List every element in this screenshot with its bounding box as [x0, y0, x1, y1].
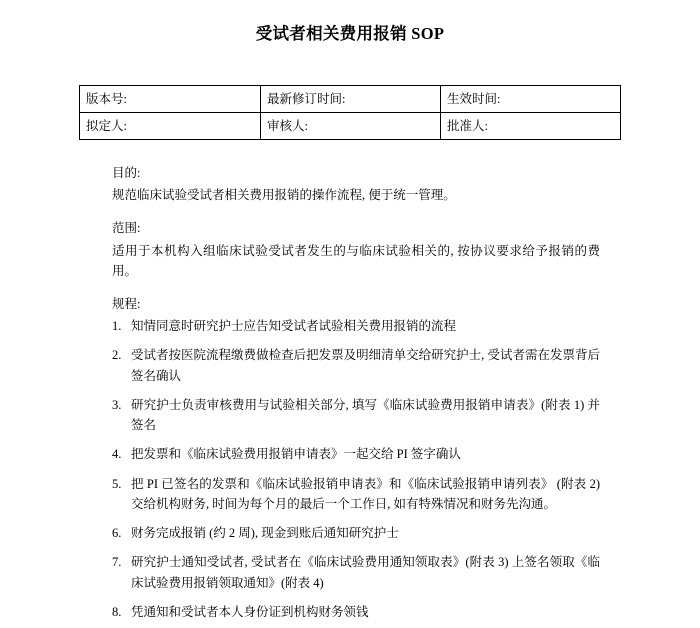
list-item-text: 把发票和《临床试验费用报销申请表》一起交给 PI 签字确认 [131, 447, 461, 462]
list-item-number: 4. [112, 447, 122, 462]
list-item-text: 研究护士通知受试者, 受试者在《临床试验费用通知领取表》(附表 3) 上签名领取《临床试验费用报销领取通知》(附表 4) [131, 555, 600, 590]
list-item [112, 444, 600, 464]
list-item-number: 6. [112, 526, 122, 541]
list-item-text: 受试者按医院流程缴费做检查后把发票及明细清单交给研究护士, 受试者需在发票背后签名确认 [131, 348, 600, 383]
list-item [112, 316, 600, 336]
list-item-number: 1. [112, 319, 122, 334]
list-item [112, 474, 600, 515]
list-item-text: 财务完成报销 (约 2 周), 现金到账后通知研究护士 [131, 526, 399, 541]
table-row [80, 86, 621, 113]
list-item-number: 8. [112, 604, 122, 619]
table-cell-version-label: 版本号: [80, 86, 261, 113]
list-item-text: 研究护士负责审核费用与试验相关部分, 填写《临床试验费用报销申请表》(附表 1) 并签名 [131, 397, 600, 433]
list-item-number: 3. [112, 397, 122, 412]
list-item-number: 5. [112, 476, 122, 491]
table-cell-approver-label: 批准人: [441, 113, 621, 140]
table-cell-effective-date-label: 生效时间: [441, 86, 621, 113]
table-cell-reviewer-label: 审核人: [261, 113, 441, 140]
document-body [0, 164, 700, 622]
section-paragraph-scope: 适用于本机构入组临床试验受试者发生的与临床试验相关的, 按协议要求给予报销的费用。 [112, 243, 600, 278]
list-item [112, 602, 600, 622]
table-row [80, 113, 621, 140]
document-page [0, 20, 700, 628]
list-item [112, 552, 600, 593]
section-heading-procedure: 规程: [112, 297, 141, 311]
section-paragraph-purpose: 规范临床试验受试者相关费用报销的操作流程, 便于统一管理。 [112, 188, 456, 203]
list-item-number: 2. [112, 348, 122, 363]
table-cell-author-label: 拟定人: [80, 113, 261, 140]
table-cell-revision-date-label: 最新修订时间: [261, 86, 441, 113]
list-item [112, 395, 600, 436]
list-item-text: 把 PI 已签名的发票和《临床试验报销申请表》和《临床试验报销申请列表》 (附表 2) 交给机构财务, 时间为每个月的最后一个工作日, 如有特殊情况和财务先沟通。 [131, 476, 600, 511]
list-item-text: 凭通知和受试者本人身份证到机构财务领钱 [131, 604, 369, 619]
section-heading-scope: 范围: [112, 221, 141, 236]
list-item [112, 345, 600, 386]
procedure-step-list [112, 316, 600, 622]
page-title: 受试者相关费用报销 SOP [255, 24, 445, 43]
list-item-text: 知情同意时研究护士应告知受试者试验相关费用报销的流程 [131, 319, 457, 334]
list-item [112, 523, 600, 543]
list-item-number: 7. [112, 555, 122, 570]
document-meta-table [79, 85, 621, 140]
section-heading-purpose: 目的: [112, 166, 141, 180]
